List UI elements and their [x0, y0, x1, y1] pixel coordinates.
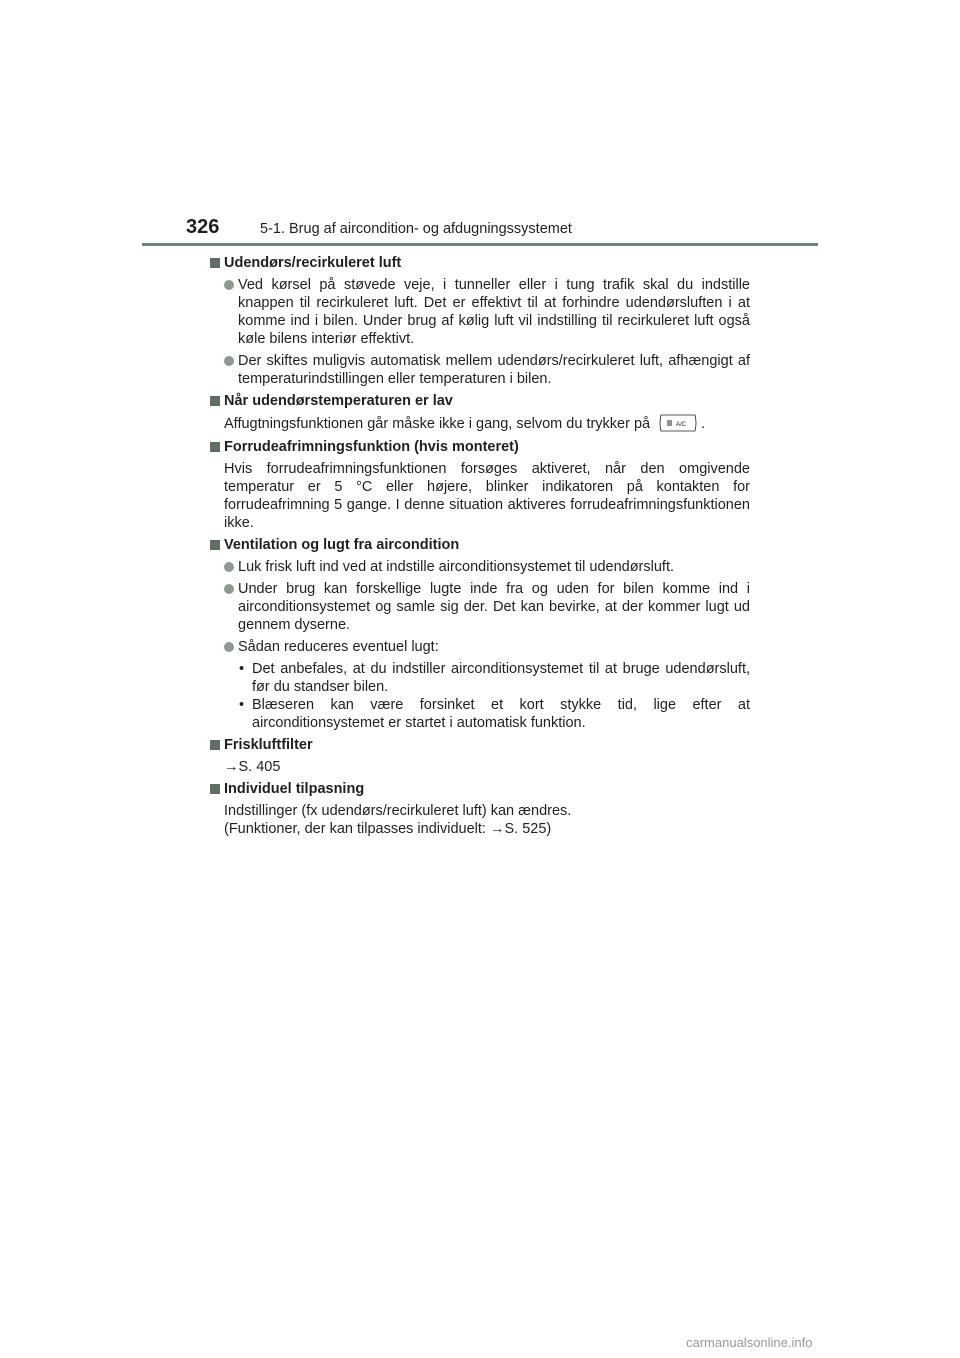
- ac-button-icon: [658, 414, 698, 432]
- sub-list-item: • Det anbefales, at du indstiller airconditionsystemet til at bruge udendørsluft, før du standser bilen.: [239, 661, 750, 695]
- square-bullet-icon: [210, 258, 220, 268]
- section-title: Forrudeafrimningsfunktion (hvis monteret): [210, 438, 750, 456]
- section-outdoor-recirculated: [210, 254, 750, 388]
- round-bullet-icon: [224, 280, 234, 290]
- page-number: 326: [186, 216, 220, 238]
- round-bullet-icon: [224, 642, 234, 652]
- list-item: Ved kørsel på støvede veje, i tunneller eller i tung trafik skal du indstille knappen til recirkuleret luft. Det er effektivt til at forhindre udendørsluften i at komme ind i bilen. Under brug af kølig luft vil indstilling til recirkuleret luft også køle bilens interiør effektivt.: [210, 276, 750, 348]
- round-bullet-icon: [224, 562, 234, 572]
- section-title: Når udendørstemperaturen er lav: [210, 392, 750, 410]
- watermark: carmanualsonline.info: [686, 1335, 813, 1350]
- section-fresh-air-filter: [210, 736, 750, 776]
- sub-list-item: • Blæseren kan være forsinket et kort stykke tid, lige efter at airconditionsystemet er startet i automatisk funktion.: [239, 697, 750, 731]
- section-title: Udendørs/recirkuleret luft: [210, 254, 750, 272]
- paragraph: Hvis forrudeafrimningsfunktionen forsøges aktiveret, når den omgivende temperatur er 5 °C eller højere, blinker indikatoren på kontakten for forrudeafrimning 5 gange. I denne situation aktiveres forrudeafrimningsfunktionen ikke.: [224, 461, 750, 531]
- list-item: Sådan reduceres eventuel lugt:: [210, 638, 750, 656]
- list-item: Luk frisk luft ind ved at indstille airconditionsystemet til udendørsluft.: [210, 558, 750, 576]
- square-bullet-icon: [210, 784, 220, 794]
- square-bullet-icon: [210, 442, 220, 452]
- chapter-title: 5-1. Brug af aircondition- og afdugningssystemet: [260, 221, 572, 237]
- section-title: Ventilation og lugt fra aircondition: [210, 536, 750, 554]
- small-bullet-icon: •: [239, 661, 245, 677]
- header-rule: [142, 243, 818, 246]
- list-item: Under brug kan forskellige lugte inde fra og uden for bilen komme ind i airconditionsystemet og samle sig der. Det kan bevirke, at der kommer lugt ud gennem dyserne.: [210, 580, 750, 634]
- section-windshield-defrost: [210, 438, 750, 532]
- round-bullet-icon: [224, 356, 234, 366]
- round-bullet-icon: [224, 584, 234, 594]
- list-item: Der skiftes muligvis automatisk mellem udendørs/recirkuleret luft, afhængigt af temperaturindstillingen eller temperaturen i bilen.: [210, 352, 750, 388]
- square-bullet-icon: [210, 540, 220, 550]
- paragraph: Affugtningsfunktionen går måske ikke i gang, selvom du trykker på A/C .: [224, 415, 706, 432]
- section-individual-customization: [210, 780, 750, 838]
- section-low-outdoor-temp: [210, 392, 750, 434]
- page-header: [0, 0, 960, 250]
- page-content: [210, 254, 750, 841]
- square-bullet-icon: [210, 396, 220, 406]
- paragraph: Indstillinger (fx udendørs/recirkuleret luft) kan ændres. (Funktioner, der kan tilpasses individuelt: →S. 525): [224, 803, 572, 837]
- square-bullet-icon: [210, 740, 220, 750]
- section-ventilation-odor: [210, 536, 750, 732]
- page-reference: →S. 405: [224, 759, 281, 775]
- svg-text:A/C: A/C: [676, 422, 687, 428]
- small-bullet-icon: •: [239, 697, 245, 713]
- section-title: Individuel tilpasning: [210, 780, 750, 798]
- section-title: Friskluftfilter: [210, 736, 750, 754]
